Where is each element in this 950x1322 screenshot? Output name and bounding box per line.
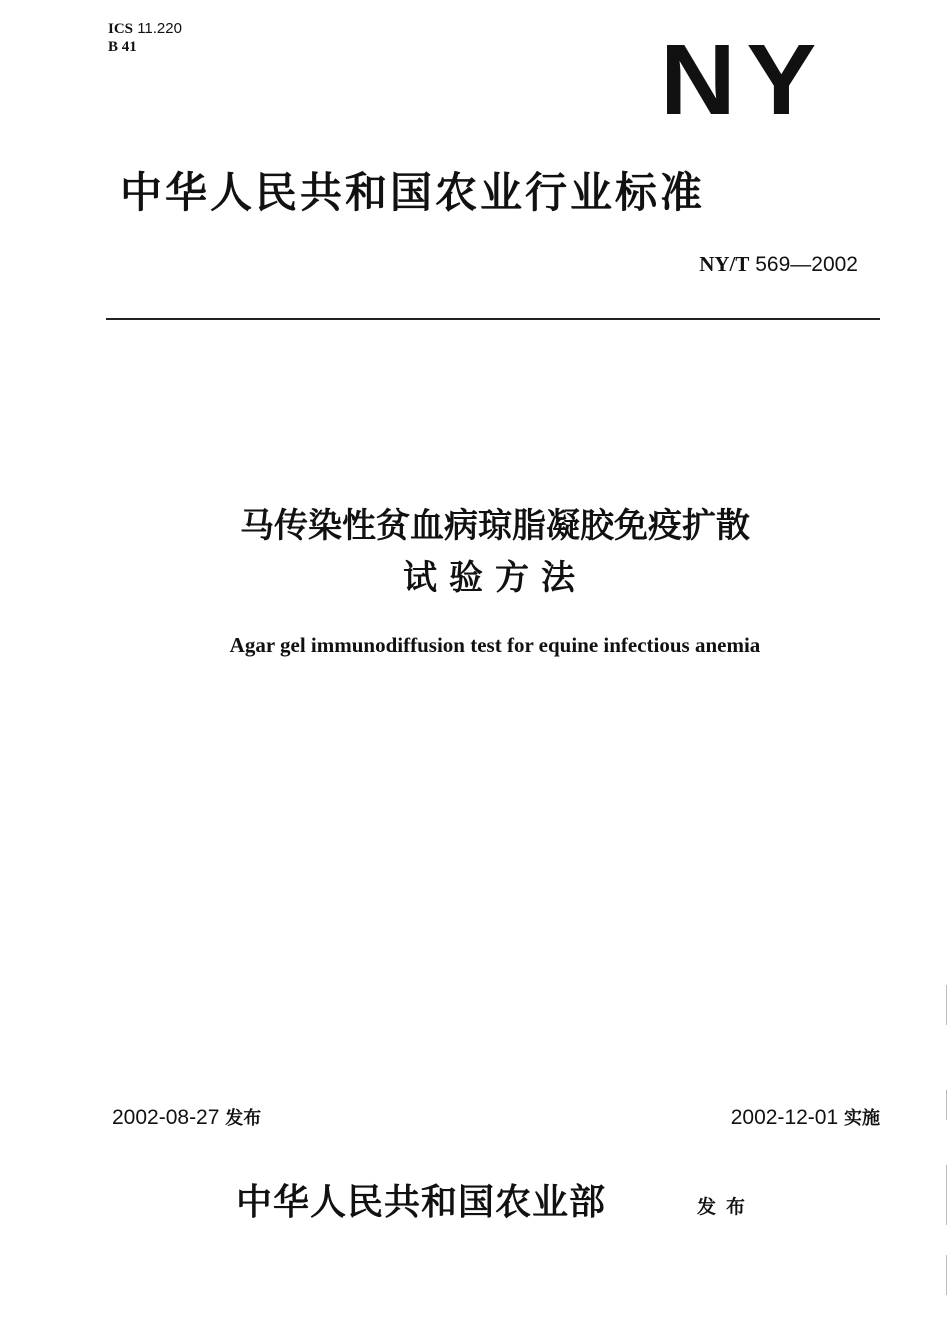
effective-date (731, 1104, 880, 1130)
ics-line (108, 20, 182, 38)
ccs-code: B 41 (108, 39, 137, 55)
publisher-name: 中华人民共和国农业部 (236, 1181, 607, 1223)
standard-number-prefix: NY/T (699, 252, 750, 276)
header-divider (106, 318, 880, 320)
issue-date-label: 发布 (225, 1108, 262, 1129)
scan-edge-mark (946, 1090, 947, 1120)
scan-edge-mark (946, 1255, 947, 1295)
scan-edge-mark (946, 985, 947, 1025)
document-title-cn (0, 500, 950, 604)
standard-number-value: 569—2002 (755, 253, 858, 276)
issue-date (112, 1104, 261, 1130)
effective-date-label: 实施 (844, 1108, 880, 1129)
effective-date-value: 2002-12-01 (730, 1106, 839, 1129)
standard-category-title: 中华人民共和国农业行业标准 (120, 168, 706, 217)
document-title-en: Agar gel immunodiffusion test for equine infectious anemia (229, 633, 761, 657)
document-title-cn-line1: 马传染性贫血病琼脂凝胶免疫扩散 (240, 506, 750, 546)
ny-logo: NY (660, 24, 827, 136)
standard-number (699, 252, 858, 277)
ics-label: ICS (108, 21, 134, 37)
document-title-cn-line2: 试验方法 (403, 558, 587, 598)
publisher-action-label: 发布 (697, 1196, 756, 1218)
ics-value: 11.220 (137, 20, 182, 37)
scan-edge-mark (946, 1165, 947, 1225)
classification-codes (108, 20, 182, 56)
issue-date-value: 2002-08-27 (112, 1106, 220, 1129)
